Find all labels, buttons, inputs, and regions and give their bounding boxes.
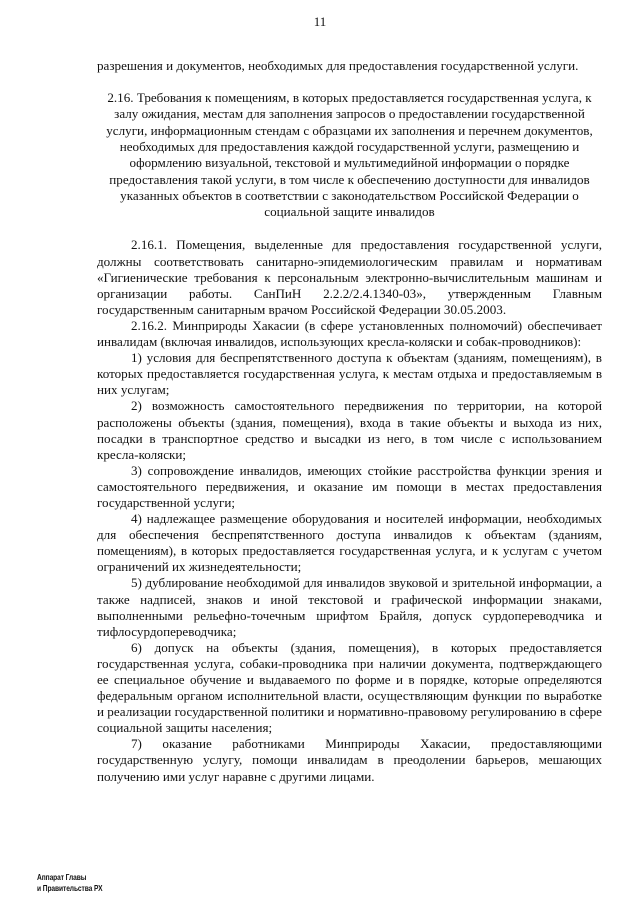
stamp	[37, 872, 102, 894]
list-item-7: 7) оказание работниками Минприроды Хакасии, предоставляющими государственную услугу, помощи инвалидам в преодолении барьеров, мешающих получению ими услуг наравне с другими лицами.	[97, 736, 602, 784]
list-item-5: 5) дублирование необходимой для инвалидов звуковой и зрительной информации, а также надписей, знаков и иной текстовой и графической информации знаками, выполненными рельефно-точечным шрифтом Брайля, допуск сурдопереводчика и тифлосурдопереводчика;	[97, 575, 602, 639]
paragraph-2-16-1: 2.16.1. Помещения, выделенные для предоставления государственной услуги, должны соответствовать санитарно-эпидемиологическим правилам и нормативам «Гигиенические требования к персональным электронно-вычислительным машинам и организации работы. СанПиН 2.2.2/2.4.1340-03», утвержденным Главным государственным санитарным врачом Российской Федерации 30.05.2003.	[97, 237, 602, 317]
list-item-6: 6) допуск на объекты (здания, помещения), в которых предоставляется государственная услуга, собаки-проводника при наличии документа, подтверждающего ее специальное обучение и выдаваемого по форме и в порядке, которые определяются федеральным органом исполнительной власти, осуществляющим функции по выработке и реализации государственной политики и нормативно-правовому регулированию в сфере социальной защиты населения;	[97, 639, 602, 736]
page-number: 11	[313, 14, 327, 29]
lead-paragraph: разрешения и документов, необходимых для предоставления государственной услуги.	[97, 58, 579, 73]
list-item-3: 3) сопровождение инвалидов, имеющих стойкие расстройства функции зрения и самостоятельного передвижения, и оказание им помощи в местах предоставления государственной услуги;	[97, 462, 602, 510]
document-body	[97, 58, 602, 785]
stamp-line-2: и Правительства РХ	[37, 883, 103, 893]
list-item-1: 1) условия для беспрепятственного доступа к объектам (зданиям, помещениям), в которых предоставляется государственная услуга, к местам отдыха и предоставляемым в них услугам;	[97, 350, 602, 398]
list-item-2: 2) возможность самостоятельного передвижения по территории, на которой расположены объекты (здания, помещения), входа в такие объекты и выхода из них, посадки в транспортное средство и высадки из него, в том числе с использованием кресла-коляски;	[97, 398, 602, 462]
section-heading: 2.16. Требования к помещениям, в которых предоставляется государственная услуга, к залу ожидания, местам для заполнения запросов о предоставлении государственной услуги, информационным стендам с образцами их заполнения и перечнем документов, необходимых для предоставления каждой государственной услуги, размещению и оформлению визуальной, текстовой и мультимедийной информации о порядке предоставления такой услуги, в том числе к обеспечению доступности для инвалидов указанных объектов в соответствии с законодательством Российской Федерации о социальной защите инвалидов	[106, 90, 593, 220]
paragraph-2-16-2: 2.16.2. Минприроды Хакасии (в сфере установленных полномочий) обеспечивает инвалидам (включая инвалидов, использующих кресла-коляски и собак-проводников):	[97, 317, 602, 350]
list-item-4: 4) надлежащее размещение оборудования и носителей информации, необходимых для обеспечения беспрепятственного доступа инвалидов к объектам (зданиям, помещениям), в которых предоставляется государственная услуга, и к услугам с учетом ограничений их жизнедеятельности;	[97, 511, 602, 575]
stamp-line-1: Аппарат Главы	[37, 872, 87, 882]
